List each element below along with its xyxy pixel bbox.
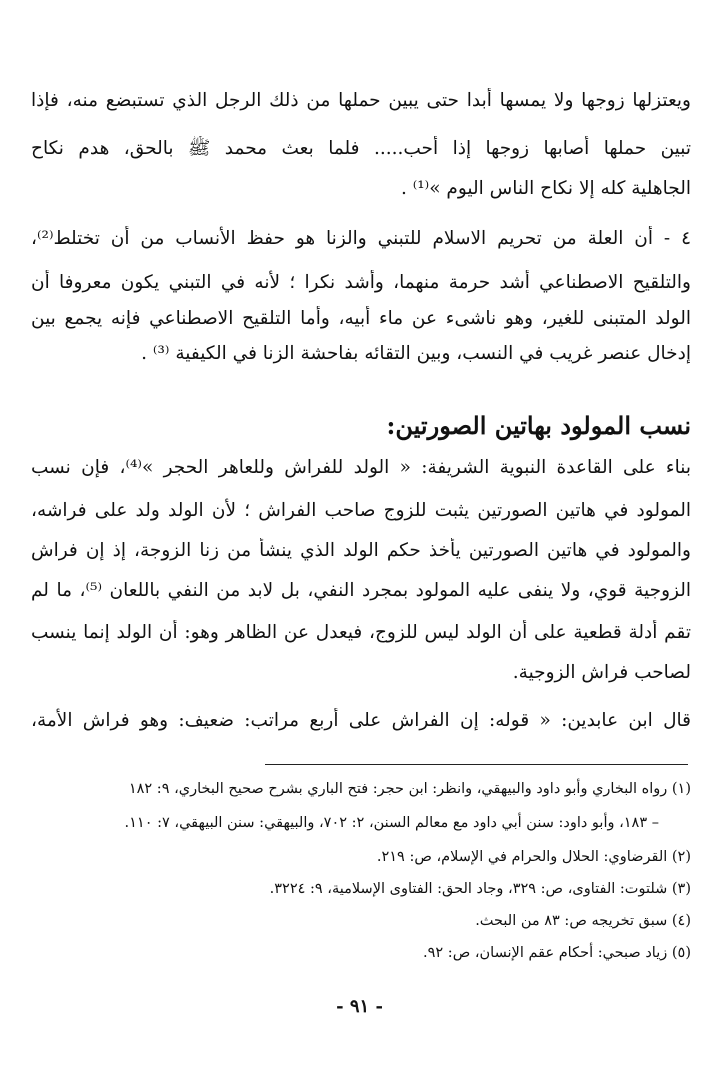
footnote: – ١٨٣، وأبو داود: سنن أبي داود مع معالم السنن، ٢: ٧٠٢، والبيهقي: سنن البيهقي، ٧: ١١٠. <box>124 815 659 831</box>
body-line: المولود في هاتين الصورتين يثبت للزوج صاحب الفراش ؛ لأن الولد ولد على فراشه، <box>31 500 691 521</box>
footnote-divider <box>265 764 688 765</box>
body-line: لصاحب فراش الزوجية. <box>512 662 691 683</box>
body-line: والمولود في هاتين الصورتين يأخذ حكم الولد الذي ينشأ من زنا الزوجة، إذ إن فراش <box>31 540 691 561</box>
body-line: الجاهلية كله إلا نكاح الناس اليوم »⁽¹⁾ . <box>400 178 691 199</box>
body-line: تبين حملها أصابها زوجها إذا أحب..... فلما بعث محمد ﷺ بالحق، هدم نكاح <box>31 138 691 159</box>
body-line: تقم أدلة قطعية على أن الولد ليس للزوج، فيعدل عن الظاهر وهو: أن الولد إنما ينسب <box>31 622 691 643</box>
body-line: قال ابن عابدين: « قوله: إن الفراش على أربع مراتب: ضعيف: وهو فراش الأمة، <box>31 710 691 731</box>
footnote: (٥) زياد صبحي: أحكام عقم الإنسان، ص: ٩٢. <box>423 945 691 961</box>
body-line: والتلقيح الاصطناعي أشد حرمة منهما، وأشد نكرا ؛ لأنه في التبني يكون معروفا أن <box>31 272 691 293</box>
body-line: بناء على القاعدة النبوية الشريفة: « الولد للفراش وللعاهر الحجر »⁽⁴⁾، فإن نسب <box>31 457 691 478</box>
footnote: (١) رواه البخاري وأبو داود والبيهقي، وانظر: ابن حجر: فتح الباري بشرح صحيح البخاري، ٩: ١٨٢ <box>128 781 691 797</box>
section-heading: نسب المولود بهاتين الصورتين: <box>386 411 691 440</box>
body-line: ويعتزلها زوجها ولا يمسها أبدا حتى يبين حملها من ذلك الرجل الذي تستبضع منه، فإذا <box>31 90 691 111</box>
body-line: ٤ - أن العلة من تحريم الاسلام للتبني والزنا هو حفظ الأنساب من أن تختلط⁽²⁾، <box>31 228 691 249</box>
body-line: الزوجية قوي، ولا ينفى عليه المولود بمجرد النفي، بل لابد من النفي باللعان ⁽⁵⁾، ما لم <box>31 580 691 601</box>
page-number: - ٩١ - <box>336 996 383 1017</box>
body-line: الولد المتبنى للغير، وهو ناشىء عن ماء أبيه، وأما التلقيح الاصطناعي فإنه يجمع بين <box>31 308 691 329</box>
footnote: (٤) سبق تخريجه ص: ٨٣ من البحث. <box>475 913 691 929</box>
footnote: (٢) القرضاوي: الحلال والحرام في الإسلام، ص: ٢١٩. <box>376 849 691 865</box>
footnote: (٣) شلتوت: الفتاوى، ص: ٣٢٩، وجاد الحق: الفتاوى الإسلامية، ٩: ٣٢٢٤. <box>269 881 691 897</box>
body-line: إدخال عنصر غريب في النسب، وبين التقائه بفاحشة الزنا في الكيفية ⁽³⁾ . <box>141 343 691 364</box>
